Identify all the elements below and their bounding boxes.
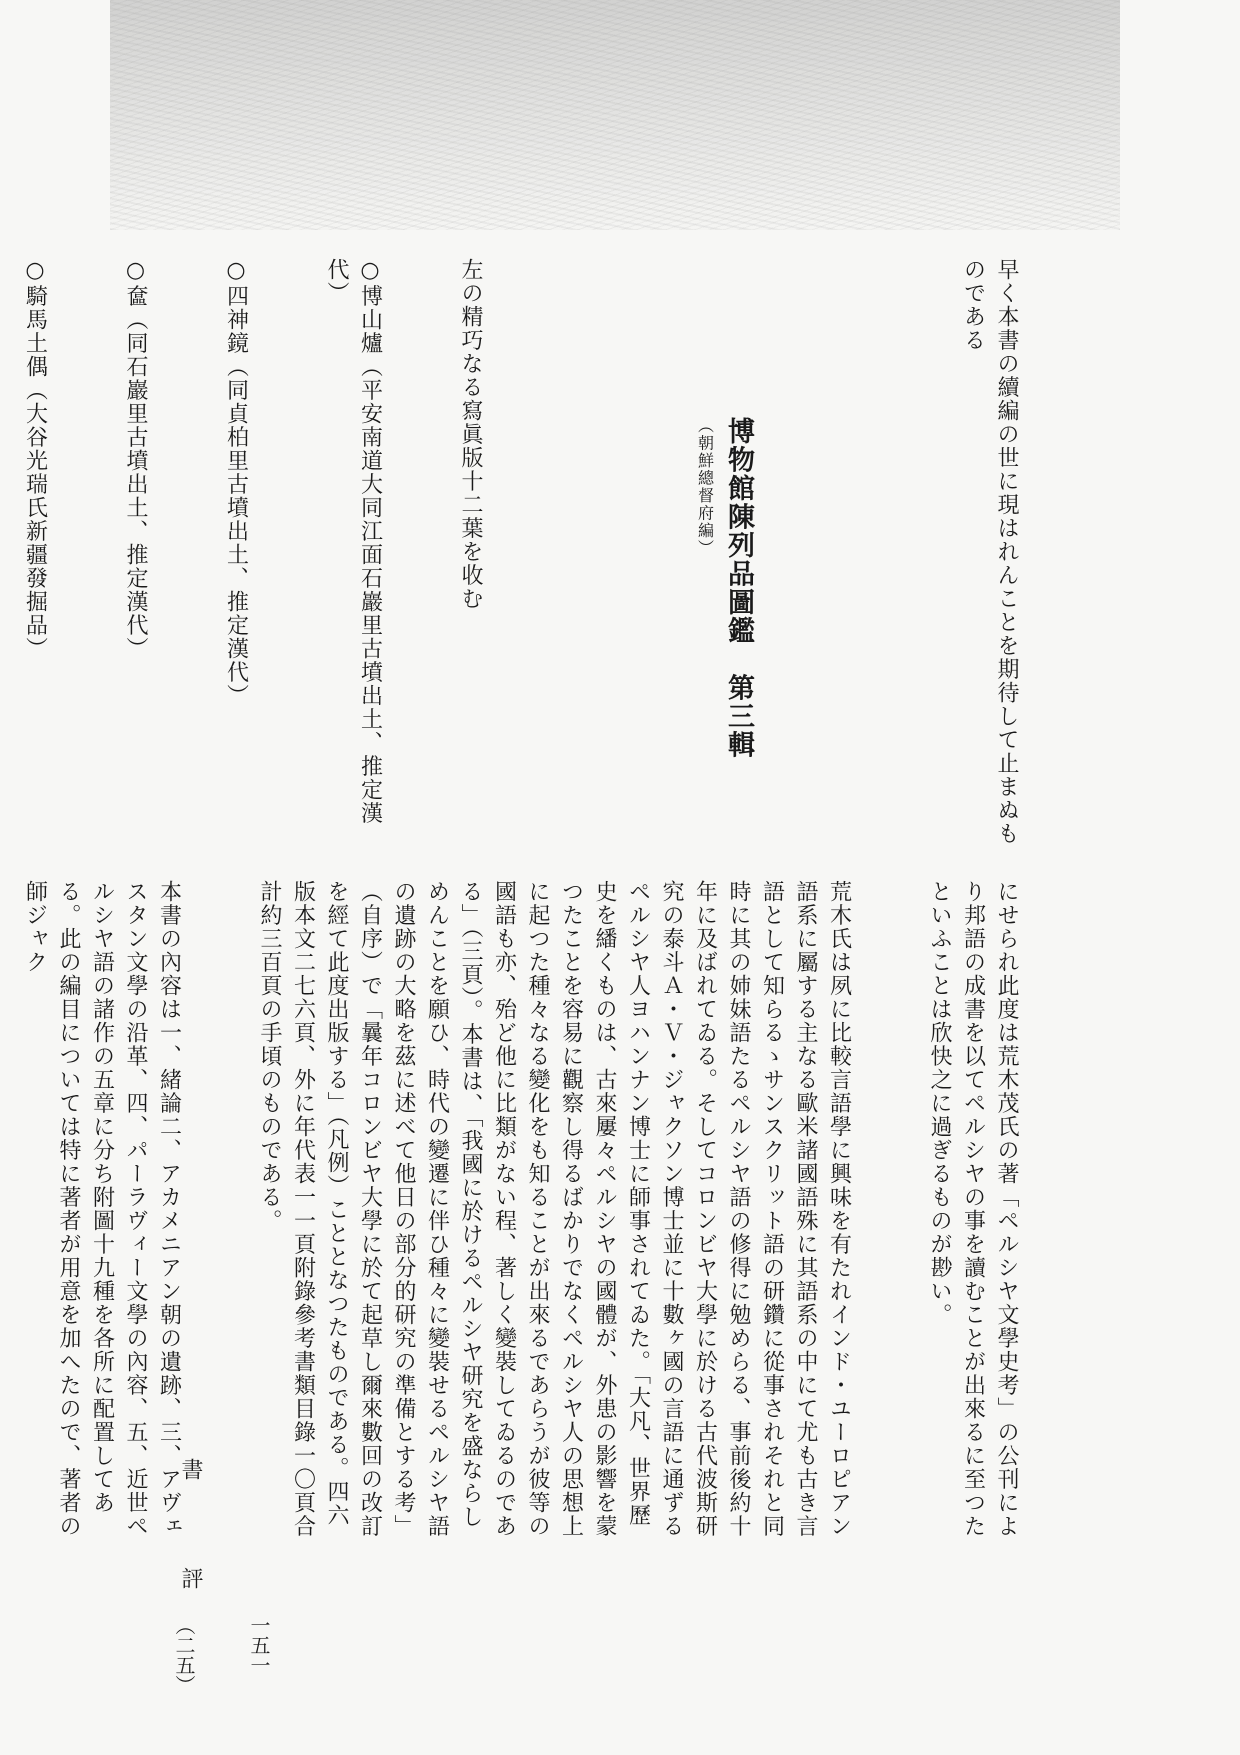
blank-line: [856, 258, 890, 858]
exhibit-item: ○博山爐（平安南道大同江面石巖里古墳出土、推定漢代）: [324, 258, 383, 825]
lead-sentence: 早く本書の續編の世に現はれんことを期待して止まぬものである: [960, 258, 1019, 846]
page-number-paren: （二五）: [172, 1615, 196, 1695]
footer-label: 書 評: [178, 1458, 203, 1629]
top-section: [22, 258, 1090, 858]
heading-title: 博物館陳列品圖鑑 第三輯: [723, 417, 754, 759]
page-number: 一五一: [247, 1615, 271, 1675]
exhibit-item: ○奩（同石巖里古墳出土、推定漢代）: [123, 258, 148, 661]
blank-line: [554, 258, 588, 858]
review-body: [22, 880, 1090, 1540]
review-paragraph: にせられ此度は荒木茂氏の著「ペルシヤ文學史考」の公刊により邦語の成書を以てペルシヤの事を讀むことが出來るに至つたといふことは欣快之に過ぎるものが尠い。: [927, 880, 1019, 1538]
scan-noise-band: [110, 0, 1120, 230]
exhibit-item: ○騎馬土偶（大谷光瑞氏新疆發掘品）: [22, 258, 48, 661]
document-page: [22, 230, 1110, 1670]
review-paragraph: 荒木氏は夙に比較言語學に興味を有たれインド・ユーロピアン語系に屬する主なる歐米諸國語殊に其語系の中にて尤も古き言語として知らるゝサンスクリット語の研鑽に從事されそれと同時に其の姉妹語たるペルシヤ語の修得に勉めらる、事前後約十年に及ばれてゐる。そしてコロンビヤ大學に於ける古代波斯研究の泰斗Ａ・Ｖ・ジャクソン博士並に十數ヶ國の言語に通ずるペルシヤ人ヨハンナン博士に師事されてゐた。「大凡、世界歷史を繙くものは、古來屢々ペルシヤの國體が、外患の影響を蒙つたことを容易に觀察し得るばかりでなくペルシヤ人の思想上に起つた種々なる變化をも知ることが出來るであらうが彼等の國語も亦、殆ど他に比類がない程、著しく變裝してゐるのである」（三頁）。本書は、「我國に於けるペルシヤ研究を盛ならしめんことを願ひ、時代の變遷に伴ひ種々に變裝せるペルシヤ語の遺跡の大略を茲に述べて他日の部分的研究の準備とする考」（自序）で「曩年コロンビヤ大學に於て起草し爾來數回の改訂を經て此度出版する」（凡例）こととなつたものである。四六版本文二七六頁、外に年代表一一頁附錄參考書類目錄一〇頁合計約三百頁の手頃のものである。: [257, 880, 852, 1538]
section-heading: [655, 258, 789, 858]
heading-credit: （朝鮮總督府編）: [695, 417, 715, 557]
intro-line: 左の精巧なる寫眞版十二葉を收む: [458, 258, 483, 611]
review-paragraph: 本書の內容は一、緒論二、アカメニアン朝の遺跡、三、アヴェスタン文學の沿革、四、パーラヴィー文學の內容、五、近世ペルシヤ語の諸作の五章に分ち附圖十九種を各所に配置してある。此の編目については特に著者が用意を加へたので、著者の師ジャク: [22, 880, 182, 1538]
exhibit-item: ○四神鏡（同貞柏里古墳出土、推定漢代）: [223, 258, 249, 708]
